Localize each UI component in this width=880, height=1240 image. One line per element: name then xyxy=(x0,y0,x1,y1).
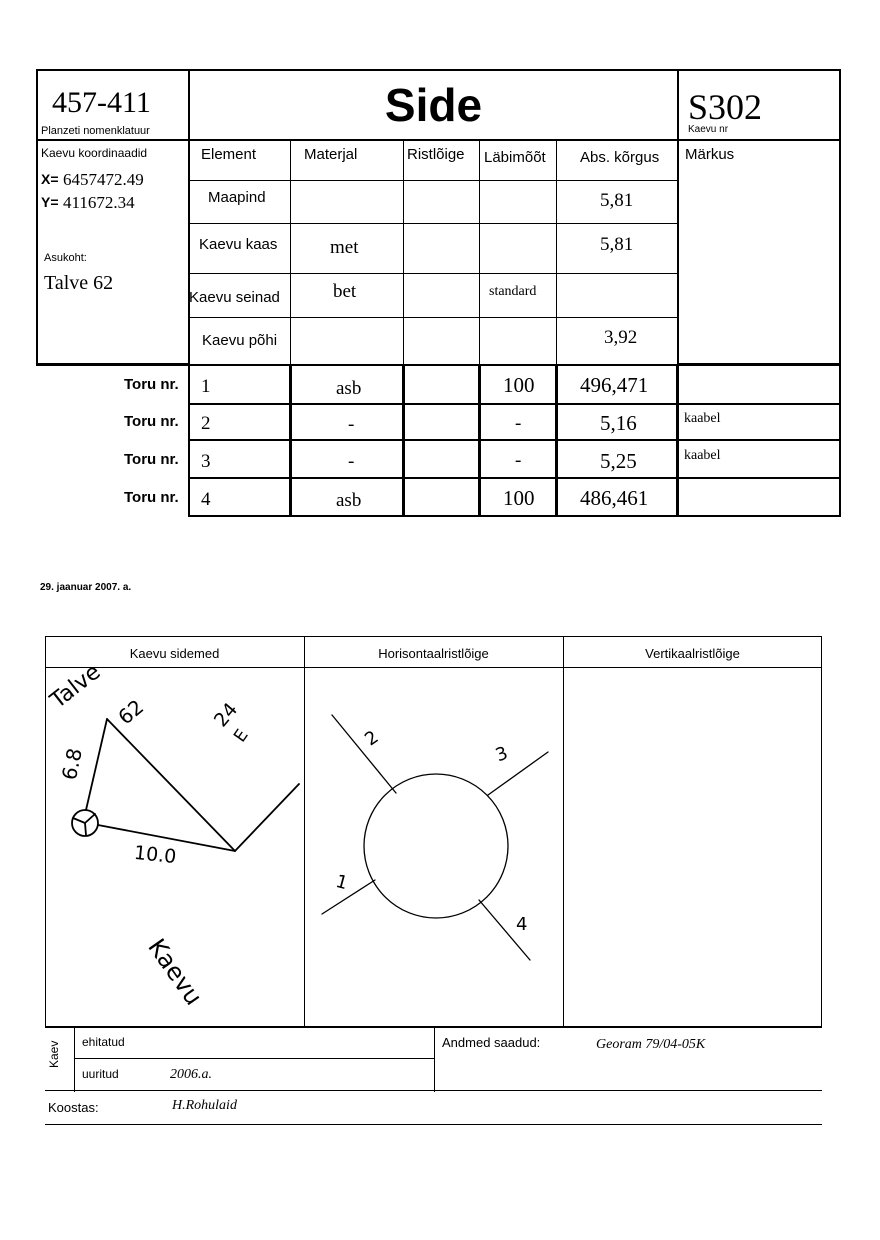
section-vertical-title: Vertikaalristlõige xyxy=(645,646,740,661)
location-value: Talve 62 xyxy=(44,272,114,294)
col-element-label: Element xyxy=(201,146,257,163)
pipe-num-3: 3 xyxy=(492,742,511,767)
section-links-title: Kaevu sidemed xyxy=(129,646,220,661)
sketch-street: Talve xyxy=(46,659,106,714)
sketch-house-24b: E xyxy=(230,725,253,747)
element-name: Kaevu põhi xyxy=(202,332,278,349)
author-label: Koostas: xyxy=(48,1100,99,1115)
built-label: ehitatud xyxy=(82,1035,125,1049)
pipe-height: 486,461 xyxy=(580,486,649,510)
col-cross-label: Ristlõige xyxy=(407,146,465,163)
author-value: H.Rohulaid xyxy=(172,1098,237,1113)
section-horizontal-title: Horisontaalristlõige xyxy=(378,646,489,661)
col-height-label: Abs. kõrgus xyxy=(580,149,660,166)
pipe-num-4: 4 xyxy=(516,914,528,935)
pipe-diameter: 100 xyxy=(503,373,535,397)
nomenclature-value: 457-411 xyxy=(52,86,151,119)
source-label: Andmed saadud: xyxy=(442,1035,541,1050)
col-note xyxy=(677,139,841,365)
pipe-num-2: 2 xyxy=(361,726,383,751)
pipe-material: - xyxy=(348,414,355,435)
sketch-dist-10: 10.0 xyxy=(132,841,178,869)
pipe-height: 5,16 xyxy=(600,411,637,435)
element-name: Kaevu kaas xyxy=(199,236,278,253)
sketch-dist-68: 6.8 xyxy=(56,745,87,783)
col-material-label: Materjal xyxy=(304,146,358,163)
pipe-material: asb xyxy=(336,490,362,511)
document-date: 29. jaanuar 2007. a. xyxy=(40,582,132,593)
nomenclature-label: Planzeti nomenklatuur xyxy=(41,125,150,137)
surveyed-value: 2006.a. xyxy=(170,1067,212,1082)
pipe-nr: 2 xyxy=(201,413,211,434)
pipe-label: Toru nr. xyxy=(124,413,179,430)
y-label: Y= xyxy=(41,194,59,210)
source-value: Georam 79/04-05K xyxy=(596,1037,706,1052)
pipe-line-2 xyxy=(332,715,396,793)
element-name: Maapind xyxy=(208,189,266,206)
pipe-diameter: - xyxy=(515,450,522,471)
footer-side-label: Kaev xyxy=(47,1040,61,1068)
element-name: Kaevu seinad xyxy=(189,289,280,306)
pipe-note: kaabel xyxy=(684,448,721,463)
well-number-value: S302 xyxy=(688,87,763,127)
well-circle xyxy=(364,774,508,918)
pipe-height: 496,471 xyxy=(580,373,649,397)
sketch-well-word: Kaevu xyxy=(142,933,208,1011)
surveyed-label: uuritud xyxy=(82,1067,119,1081)
link-line-up xyxy=(86,719,107,810)
pipe-label: Toru nr. xyxy=(124,489,179,506)
element-diameter: standard xyxy=(489,284,537,299)
sketch-house-62: 62 xyxy=(113,694,149,730)
link-line-right xyxy=(235,784,299,851)
pipe-num-1: 1 xyxy=(333,870,350,895)
pipe-height: 5,25 xyxy=(600,449,637,473)
pipe-diameter: - xyxy=(515,413,522,434)
y-value: 411672.34 xyxy=(63,193,135,212)
element-height: 5,81 xyxy=(600,190,634,211)
pipe-line-1 xyxy=(322,880,375,914)
element-material: bet xyxy=(333,281,357,302)
sketch-house-24: 24 xyxy=(209,698,243,732)
col-diameter-label: Läbimõõt xyxy=(484,149,546,166)
well-number-label: Kaevu nr xyxy=(688,124,729,135)
pipe-material: asb xyxy=(336,378,362,399)
col-note-label: Märkus xyxy=(685,146,735,163)
pipe-label: Toru nr. xyxy=(124,376,179,393)
pipe-material: - xyxy=(348,451,355,472)
coords-label: Kaevu koordinaadid xyxy=(41,146,148,160)
element-height: 5,81 xyxy=(600,234,634,255)
pipe-nr: 1 xyxy=(201,376,211,397)
x-value: 6457472.49 xyxy=(63,170,144,189)
pipe-nr: 3 xyxy=(201,451,211,472)
x-label: X= xyxy=(41,171,59,187)
pipe-diameter: 100 xyxy=(503,486,535,510)
element-height: 3,92 xyxy=(604,327,638,348)
pipe-note: kaabel xyxy=(684,411,721,426)
element-material: met xyxy=(330,237,359,258)
pipe-label: Toru nr. xyxy=(124,451,179,468)
horizontal-section xyxy=(304,668,563,1026)
page-title: Side xyxy=(384,79,483,131)
pipe-nr: 4 xyxy=(201,489,211,510)
location-label: Asukoht: xyxy=(44,252,87,264)
